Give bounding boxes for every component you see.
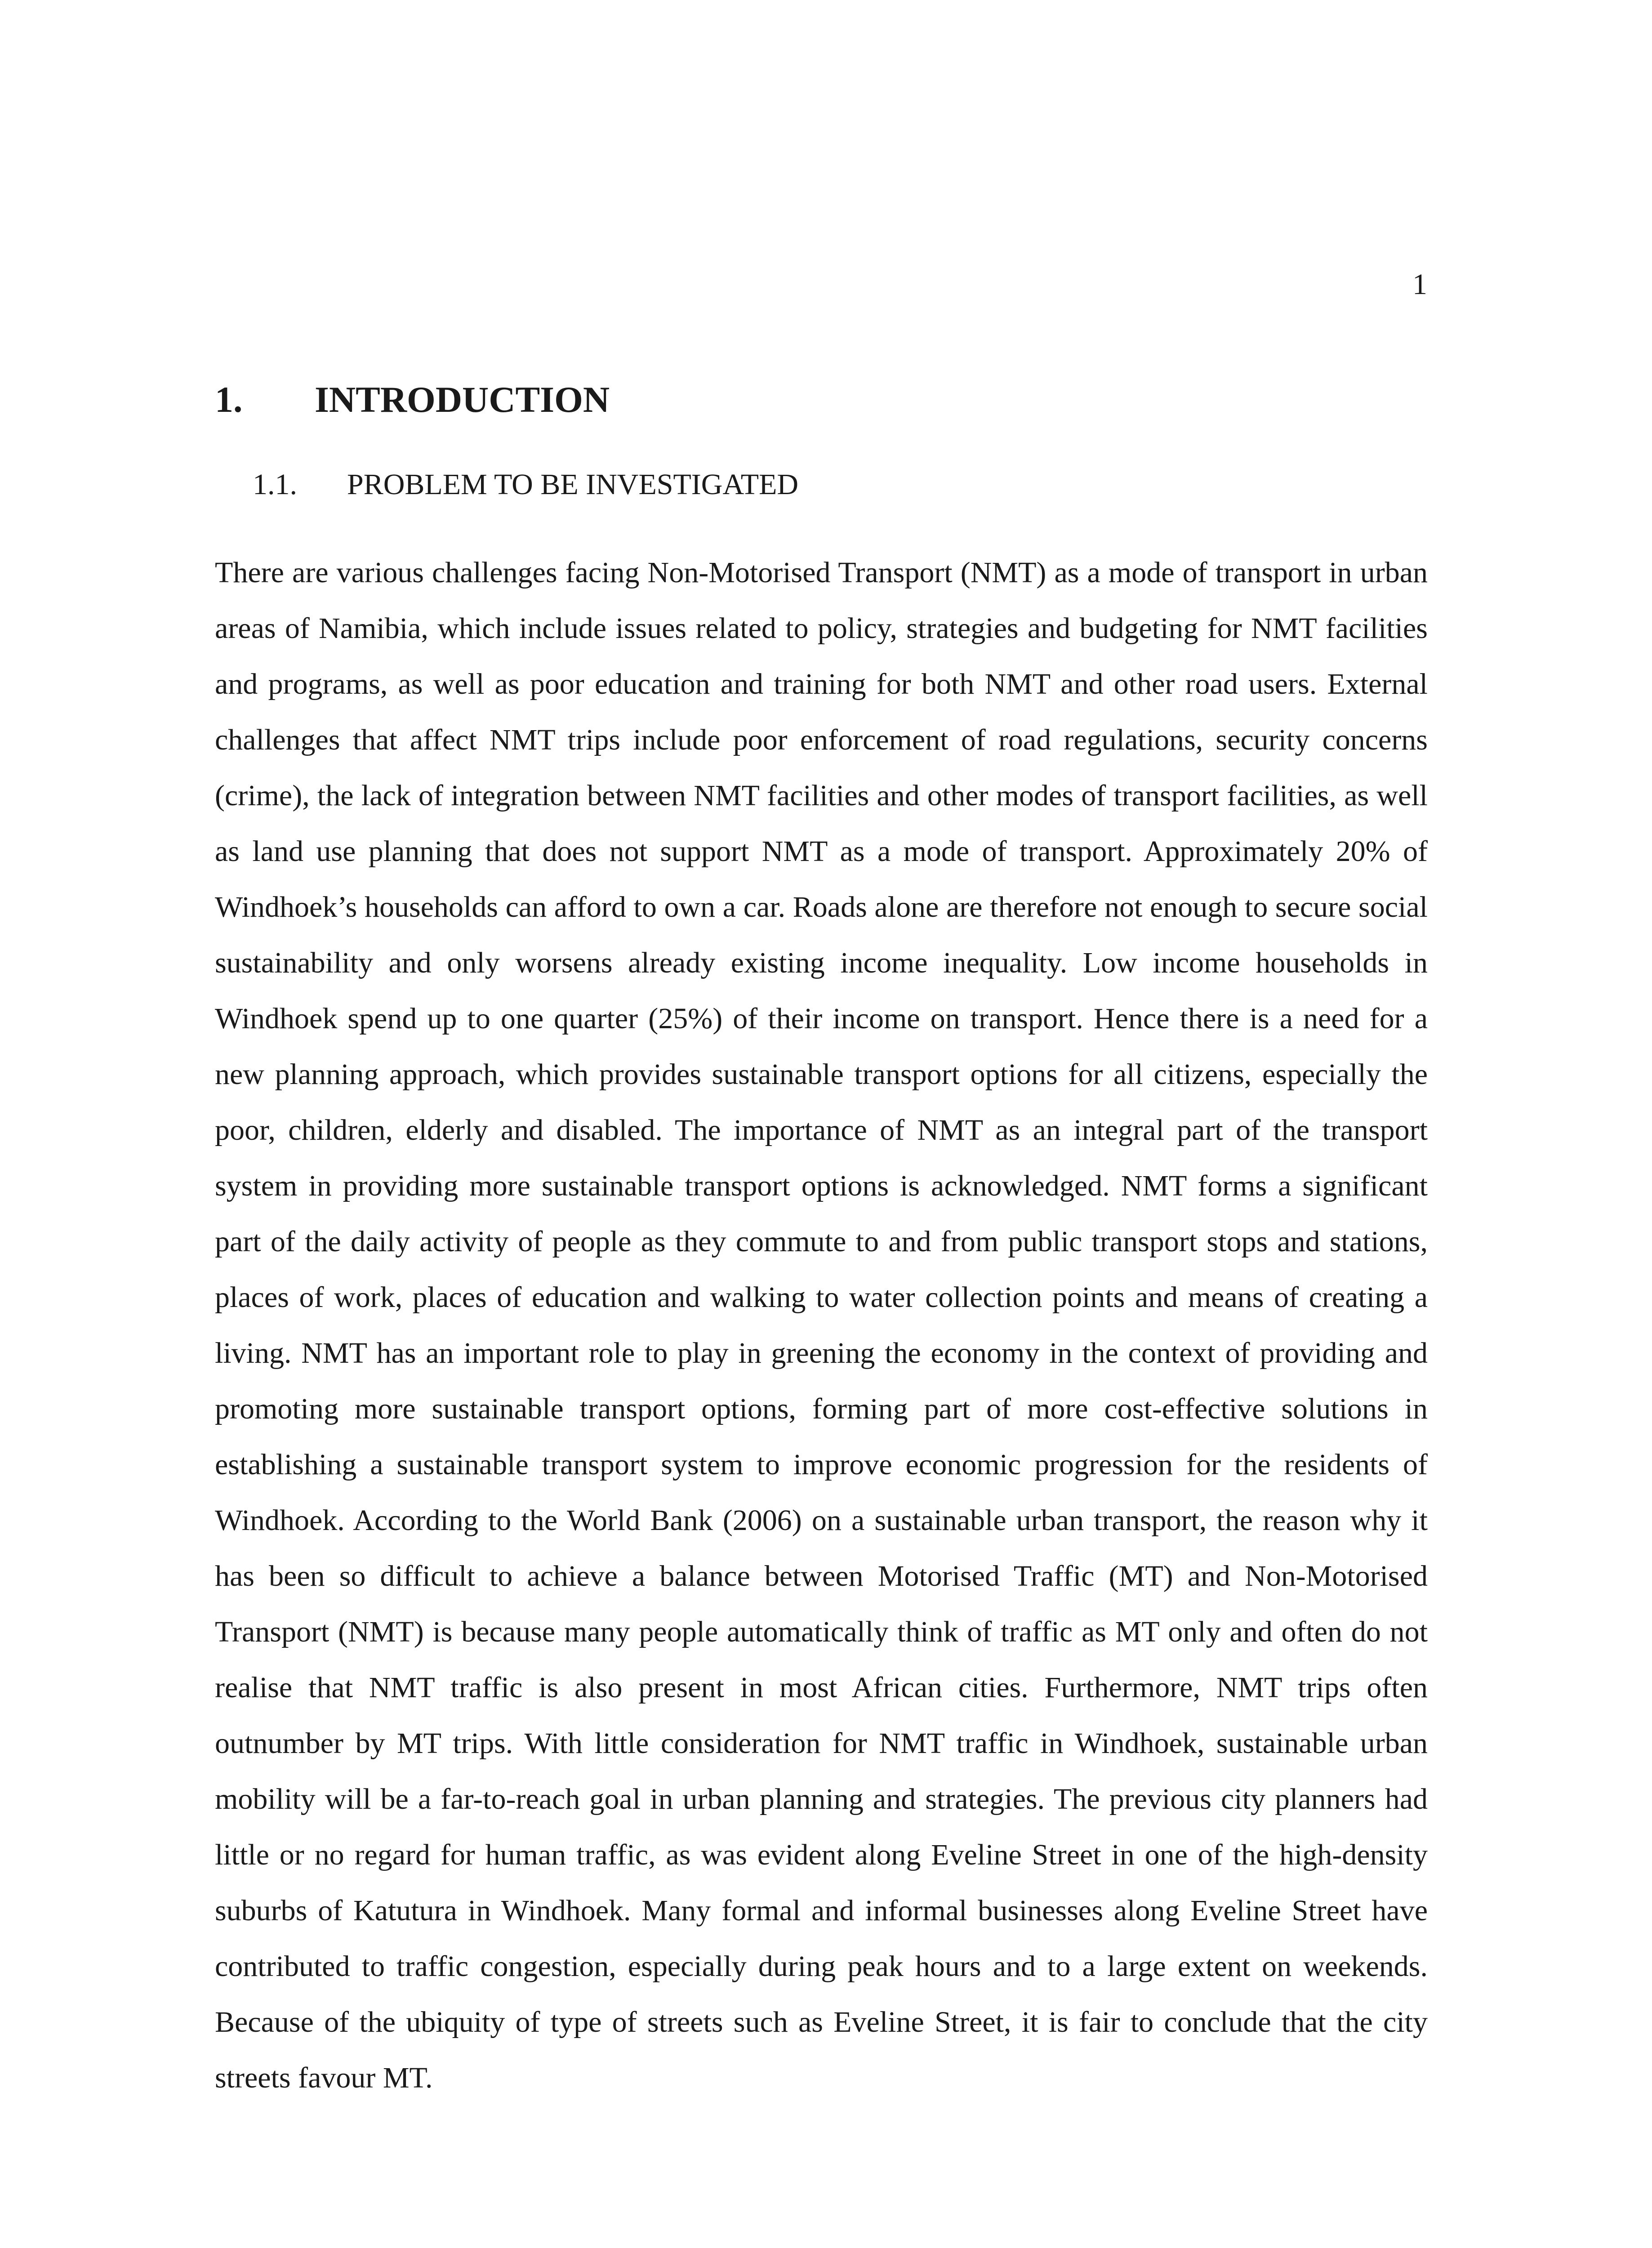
chapter-heading xyxy=(215,379,610,421)
chapter-number: 1. xyxy=(215,379,243,420)
page-number: 1 xyxy=(1412,268,1427,301)
section-number: 1.1. xyxy=(253,468,297,501)
section-heading xyxy=(253,468,798,502)
chapter-title: INTRODUCTION xyxy=(315,379,610,420)
section-title: PROBLEM TO BE INVESTIGATED xyxy=(347,468,799,501)
body-paragraph: There are various challenges facing Non-Motorised Transport (NMT) as a mode of transport in urban areas of Namibia, which include issues related to policy, strategies and budgeting for NMT facilities and programs, as well as poor education and training for both NMT and other road users. External challenges that affect NMT trips include poor enforcement of road regulations, security concerns (crime), the lack of integration between NMT facilities and other modes of transport facilities, as well as land use planning that does not support NMT as a mode of transport. Approximately 20% of Windhoek’s households can afford to own a car. Roads alone are therefore not enough to secure social sustainability and only worsens already existing income inequality. Low income households in Windhoek spend up to one quarter (25%) of their income on transport. Hence there is a need for a new planning approach, which provides sustainable transport options for all citizens, especially the poor, children, elderly and disabled. The importance of NMT as an integral part of the transport system in providing more sustainable transport options is acknowledged. NMT forms a significant part of the daily activity of people as they commute to and from public transport stops and stations, places of work, places of education and walking to water collection points and means of creating a living. NMT has an important role to play in greening the economy in the context of providing and promoting more sustainable transport options, forming part of more cost-effective solutions in establishing a sustainable transport system to improve economic progression for the residents of Windhoek. According to the World Bank (2006) on a sustainable urban transport, the reason why it has been so difficult to achieve a balance between Motorised Traffic (MT) and Non-Motorised Transport (NMT) is because many people automatically think of traffic as MT only and often do not realise that NMT traffic is also present in most African cities. Furthermore, NMT trips often outnumber by MT trips. With little consideration for NMT traffic in Windhoek, sustainable urban mobility will be a far-to-reach goal in urban planning and strategies. The previous city planners had little or no regard for human traffic, as was evident along Eveline Street in one of the high-density suburbs of Katutura in Windhoek. Many formal and informal businesses along Eveline Street have contributed to traffic congestion, especially during peak hours and to a large extent on weekends. Because of the ubiquity of type of streets such as Eveline Street, it is fair to conclude that the city streets favour MT. xyxy=(215,556,1428,2094)
